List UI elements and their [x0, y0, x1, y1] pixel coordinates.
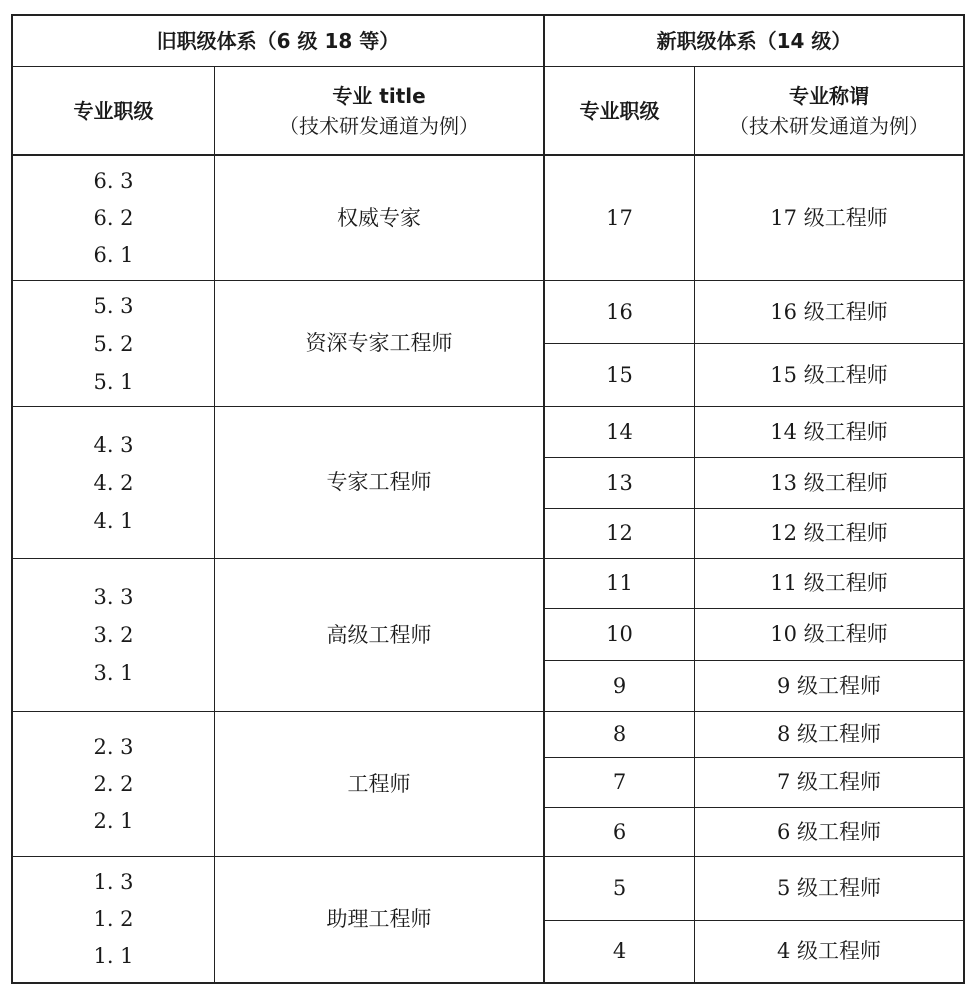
old-rank: 2. 2: [93, 771, 134, 796]
new-title: 15 级工程师: [770, 362, 888, 387]
old-group-3-ranks: [13, 559, 214, 711]
old-rank: 6. 2: [93, 205, 134, 230]
new-level: 16: [606, 299, 633, 324]
new-level: 8: [612, 722, 627, 746]
old-rank-col-header: 专业职级: [73, 98, 154, 123]
old-title-col-line2: （技术研发通道为例）: [279, 113, 479, 138]
old-group-5-title: 资深专家工程师: [305, 331, 453, 355]
old-rank: 3. 2: [93, 623, 134, 647]
old-rank: 4. 2: [93, 470, 134, 495]
new-title-col-line1: 专业称谓: [789, 83, 869, 108]
old-group-1-ranks: [13, 857, 214, 982]
new-level: 15: [606, 362, 633, 387]
old-rank: 5. 1: [93, 369, 134, 394]
new-level: 5: [612, 876, 627, 900]
new-level: 14: [606, 419, 633, 444]
new-level: 9: [612, 673, 627, 698]
new-level: 17: [606, 205, 633, 230]
old-group-3-title: 高级工程师: [326, 622, 432, 647]
new-system-header: 新职级体系（14 级）: [656, 29, 852, 53]
new-title: 14 级工程师: [770, 419, 888, 444]
old-group-1-title: 助理工程师: [326, 907, 432, 931]
new-title: 10 级工程师: [770, 622, 888, 646]
old-rank: 6. 1: [93, 242, 134, 267]
old-rank: 1. 3: [93, 870, 134, 894]
old-title-col-header: [215, 67, 543, 154]
old-rank: 2. 3: [93, 734, 134, 759]
new-title: 8 级工程师: [776, 722, 882, 746]
old-group-4-ranks: [13, 407, 214, 558]
old-rank: 2. 1: [93, 808, 134, 833]
old-group-6-ranks: [13, 156, 214, 280]
new-title: 16 级工程师: [770, 299, 888, 324]
old-rank: 6. 3: [93, 168, 134, 193]
new-level: 7: [612, 770, 627, 794]
new-title: 11 级工程师: [770, 571, 888, 595]
old-group-2-title: 工程师: [347, 771, 411, 796]
new-level: 12: [606, 521, 633, 545]
new-title-col-header: [695, 67, 963, 154]
border-bottom: [11, 982, 965, 984]
new-level: 10: [606, 622, 633, 646]
new-title: 17 级工程师: [770, 205, 888, 230]
old-title-col-line1: 专业 title: [332, 83, 426, 108]
old-rank: 4. 3: [93, 432, 134, 457]
new-title: 5 级工程师: [776, 876, 882, 900]
old-rank: 5. 3: [93, 293, 134, 318]
old-group-4-title: 专家工程师: [326, 470, 432, 494]
new-title: 4 级工程师: [776, 939, 882, 963]
old-rank: 5. 2: [93, 331, 134, 356]
new-level: 4: [612, 939, 627, 963]
old-group-5-ranks: [13, 281, 214, 406]
new-title: 12 级工程师: [770, 521, 888, 545]
old-rank: 3. 1: [93, 661, 134, 685]
new-level: 13: [606, 470, 633, 495]
old-group-6-title: 权威专家: [337, 205, 421, 230]
new-title: 13 级工程师: [770, 470, 888, 495]
new-title: 6 级工程师: [776, 819, 882, 844]
new-level: 11: [606, 571, 633, 595]
new-level: 6: [612, 819, 627, 844]
rank-comparison-table: [11, 14, 965, 984]
old-rank: 1. 2: [93, 907, 134, 931]
new-title-col-line2: （技术研发通道为例）: [729, 113, 929, 138]
new-title: 9 级工程师: [776, 673, 882, 698]
old-system-header: 旧职级体系（6 级 18 等）: [156, 29, 400, 53]
new-rank-col-header: 专业职级: [579, 98, 660, 123]
old-group-2-ranks: [13, 712, 214, 856]
old-rank: 4. 1: [93, 508, 134, 533]
old-rank: 1. 1: [93, 944, 134, 968]
old-rank: 3. 3: [93, 585, 134, 609]
border-right: [963, 14, 965, 984]
new-title: 7 级工程师: [776, 770, 882, 794]
